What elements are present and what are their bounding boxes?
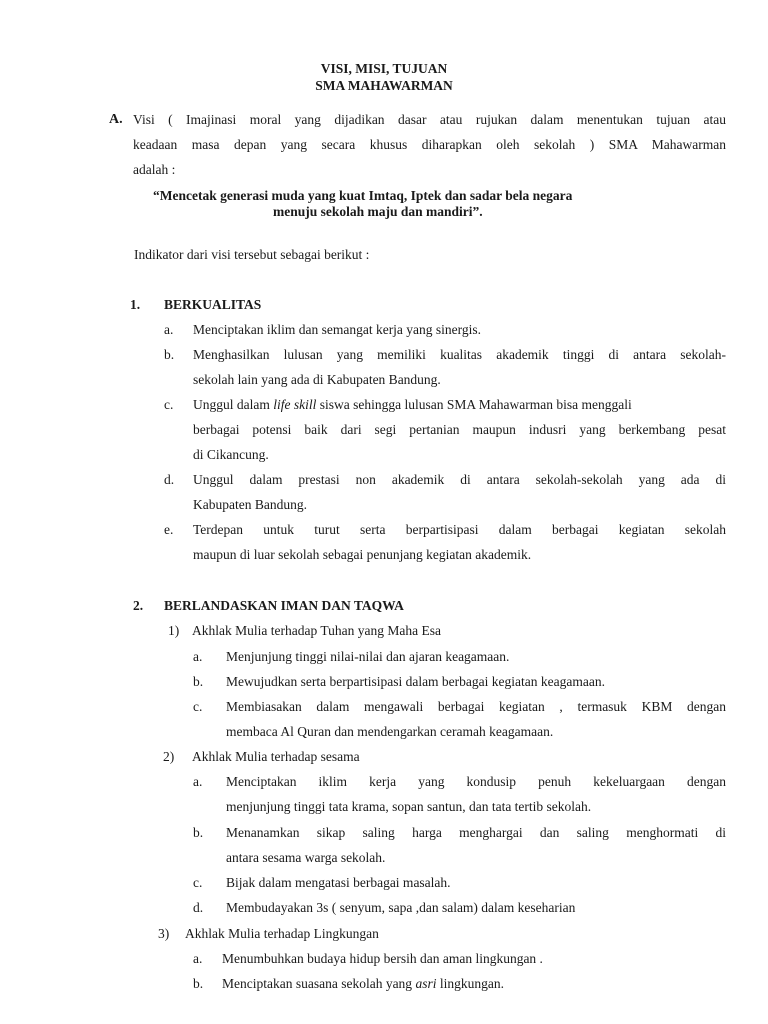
list-item: Menumbuhkan budaya hidup bersih dan aman lingkungan . xyxy=(222,951,543,966)
list-item-continuation: berbagai potensi baik dari segi pertanian maupun indusri yang berkembang pesat xyxy=(193,422,726,437)
list-item: Menanamkan sikap saling harga menghargai dan saling menghormati di xyxy=(226,825,726,840)
list-marker: a. xyxy=(193,774,203,789)
subsection-title: Akhlak Mulia terhadap sesama xyxy=(192,749,360,764)
list-marker: c. xyxy=(193,699,203,714)
section2-heading: BERLANDASKAN IMAN DAN TAQWA xyxy=(164,598,404,613)
document-title-line2: SMA MAHAWARMAN xyxy=(315,78,453,93)
section2-number: 2. xyxy=(133,598,144,613)
list-item-continuation: membaca Al Quran dan mendengarkan ceramah keagamaan. xyxy=(226,724,554,739)
visi-quote-line2: menuju sekolah maju dan mandiri”. xyxy=(273,204,483,219)
list-item-text: Menciptakan suasana sekolah yang xyxy=(222,976,416,991)
list-marker: b. xyxy=(164,347,175,362)
list-item: Menghasilkan lulusan yang memiliki kualitas akademik tinggi di antara sekolah- xyxy=(193,347,726,362)
list-item: Mewujudkan serta berpartisipasi dalam berbagai kegiatan keagamaan. xyxy=(226,674,605,689)
list-item: Menciptakan iklim kerja yang kondusip penuh kekeluargaan dengan xyxy=(226,774,726,789)
list-item xyxy=(193,397,632,413)
list-item-text: lingkungan. xyxy=(436,976,504,991)
visi-quote-line1: “Mencetak generasi muda yang kuat Imtaq, Iptek dan sadar bela negara xyxy=(153,188,573,203)
document-title-line1: VISI, MISI, TUJUAN xyxy=(320,61,448,76)
list-marker: c. xyxy=(164,397,174,412)
list-item-continuation: di Cikancung. xyxy=(193,447,269,462)
list-item-continuation: maupun di luar sekolah sebagai penunjang kegiatan akademik. xyxy=(193,547,532,562)
visi-definition-line3: adalah : xyxy=(133,162,176,177)
list-marker: d. xyxy=(193,900,204,915)
subsection-marker: 1) xyxy=(168,623,180,638)
list-item-continuation: Kabupaten Bandung. xyxy=(193,497,307,512)
list-marker: b. xyxy=(193,825,204,840)
list-item: Menjunjung tinggi nilai-nilai dan ajaran keagamaan. xyxy=(226,649,510,664)
list-item-continuation: antara sesama warga sekolah. xyxy=(226,850,386,865)
list-item-italic: asri xyxy=(415,976,437,991)
list-item: Membudayakan 3s ( senyum, sapa ,dan salam) dalam keseharian xyxy=(226,900,576,915)
subsection-title: Akhlak Mulia terhadap Lingkungan xyxy=(185,926,379,941)
list-marker: b. xyxy=(193,674,204,689)
list-item: Terdepan untuk turut serta berpartisipasi dalam berbagai kegiatan sekolah xyxy=(193,522,726,537)
list-marker: a. xyxy=(193,649,203,664)
list-item: Menciptakan iklim dan semangat kerja yang sinergis. xyxy=(193,322,482,337)
list-item-continuation: sekolah lain yang ada di Kabupaten Bandung. xyxy=(193,372,441,387)
list-item: Membiasakan dalam mengawali berbagai kegiatan , termasuk KBM dengan xyxy=(226,699,726,714)
list-marker: a. xyxy=(193,951,203,966)
visi-definition-line2: keadaan masa depan yang secara khusus diharapkan oleh sekolah ) SMA Mahawarman xyxy=(133,137,726,152)
list-item: Bijak dalam mengatasi berbagai masalah. xyxy=(226,875,451,890)
section1-number: 1. xyxy=(130,297,141,312)
subsection-marker: 3) xyxy=(158,926,170,941)
list-marker: e. xyxy=(164,522,174,537)
visi-definition-line1: Visi ( Imajinasi moral yang dijadikan dasar atau rujukan dalam menentukan tujuan atau xyxy=(133,112,726,127)
section-marker-a: A. xyxy=(109,112,123,127)
list-item-continuation: menjunjung tinggi tata krama, sopan santun, dan tata tertib sekolah. xyxy=(226,799,592,814)
list-item: Unggul dalam prestasi non akademik di antara sekolah-sekolah yang ada di xyxy=(193,472,726,487)
indikator-intro: Indikator dari visi tersebut sebagai berikut : xyxy=(134,247,370,262)
section1-heading: BERKUALITAS xyxy=(164,297,262,312)
subsection-marker: 2) xyxy=(163,749,175,764)
list-marker: d. xyxy=(164,472,175,487)
subsection-title: Akhlak Mulia terhadap Tuhan yang Maha Esa xyxy=(192,623,441,638)
list-item-text: Unggul dalam xyxy=(193,397,274,412)
list-item-text: siswa sehingga lulusan SMA Mahawarman bisa menggali xyxy=(316,397,632,412)
list-item xyxy=(222,976,504,992)
list-marker: a. xyxy=(164,322,174,337)
list-marker: b. xyxy=(193,976,204,991)
list-item-italic: life skill xyxy=(273,397,317,412)
list-marker: c. xyxy=(193,875,203,890)
